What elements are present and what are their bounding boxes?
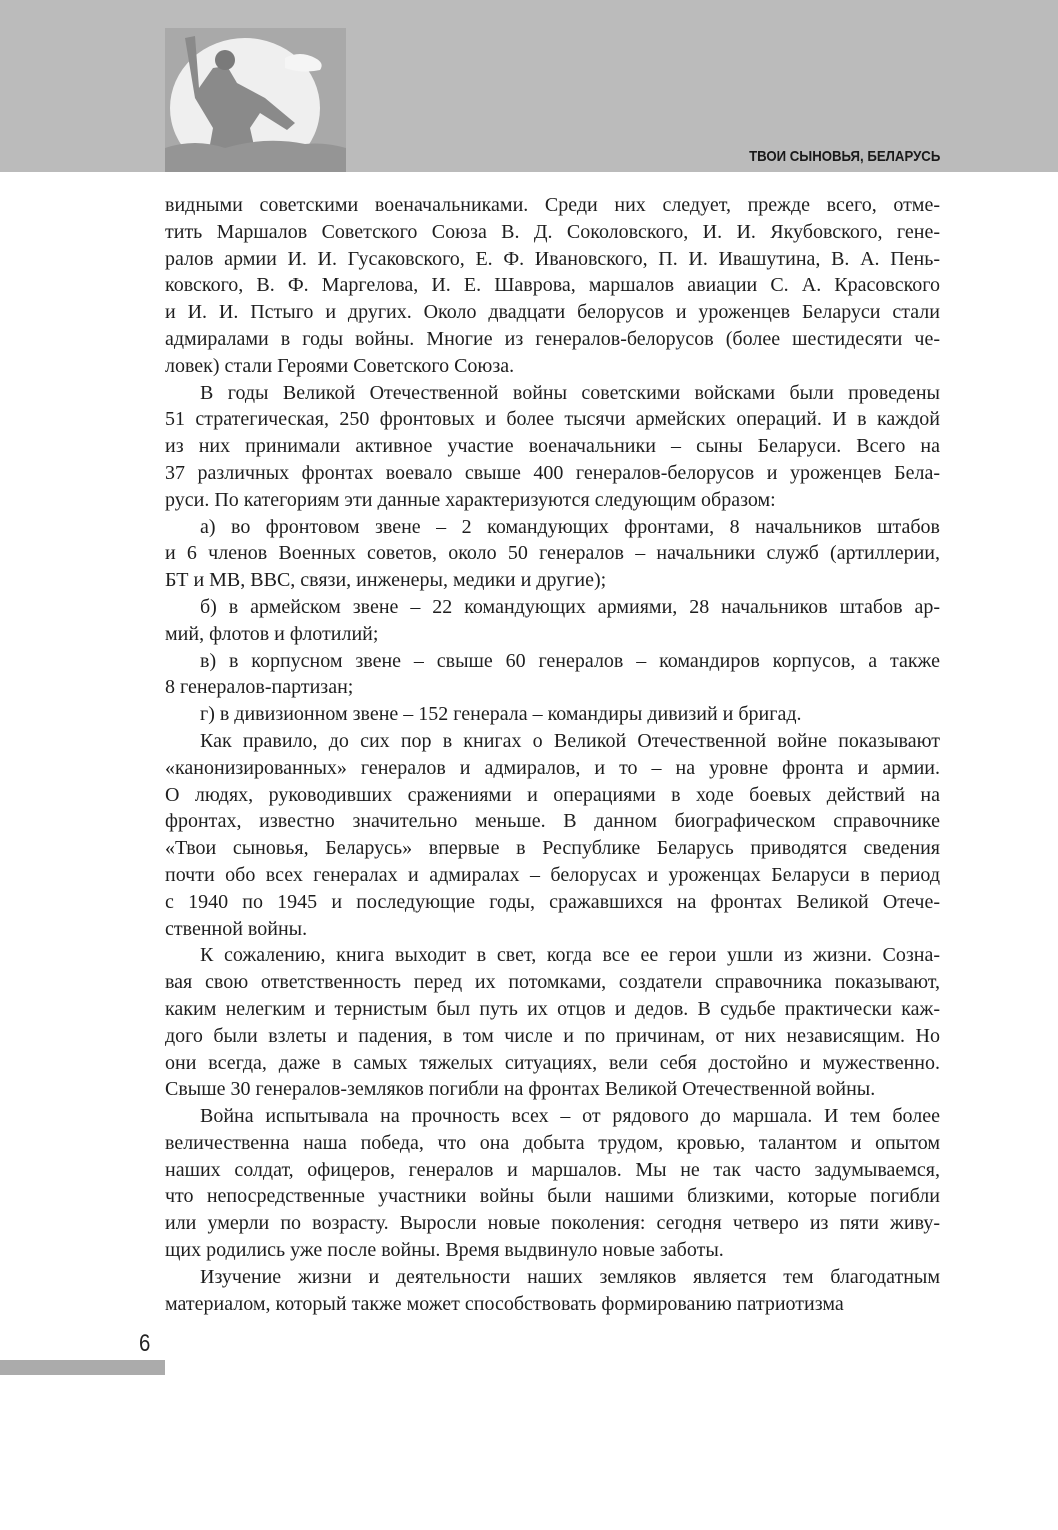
paragraph (165, 701, 940, 728)
text-line: «канонизированных» генералов и адмиралов, и то – на уровне фронта и армии. (165, 756, 940, 779)
page-number-bar (0, 1360, 165, 1375)
page-number: 6 (139, 1330, 151, 1357)
text-line: фронтах, известно значительно меньше. В данном биографическом справочнике (165, 810, 940, 833)
text-line: величественна наша победа, что она добыта трудом, кровью, талантом и опытом (165, 1131, 940, 1154)
text-line: БТ и МВ, ВВС, связи, инженеры, медики и другие); (165, 569, 607, 592)
text-line: К сожалению, книга выходит в свет, когда все ее герои ушли из жизни. Созна- (200, 944, 940, 967)
text-line: тить Маршалов Советского Союза В. Д. Соколовского, И. И. Якубовского, гене- (165, 220, 940, 243)
text-line: или умерли по возрасту. Выросли новые поколения: сегодня четверо из пяти живу- (165, 1212, 940, 1235)
paragraph (165, 942, 940, 1103)
text-line: наших солдат, офицеров, генералов и маршалов. Мы не так часто задумываемся, (165, 1158, 940, 1181)
text-line: видными советскими военачальниками. Среди них следует, прежде всего, отме- (165, 194, 940, 216)
text-line: и И. И. Пстыго и других. Около двадцати белорусов и уроженцев Беларуси стали (165, 301, 940, 324)
text-line: б) в армейском звене – 22 командующих армиями, 28 начальников штабов ар- (200, 595, 940, 618)
paragraph (165, 728, 940, 942)
text-line: мий, флотов и флотилий; (165, 622, 379, 645)
paragraph (165, 1103, 940, 1264)
paragraph (165, 594, 940, 648)
text-line: Изучение жизни и деятельности наших земляков является тем благодатным (200, 1265, 940, 1288)
text-line: почти обо всех генералах и адмиралах – белорусах и уроженцах Беларуси в период (165, 863, 940, 886)
text-line: Как правило, до сих пор в книгах о Великой Отечественной войне показывают (200, 729, 940, 752)
text-line: 51 стратегическая, 250 фронтовых и более тысячи армейских операций. И в каждой (165, 408, 940, 431)
text-line: Свыше 30 генералов-земляков погибли на фронтах Великой Отечественной войны. (165, 1078, 876, 1101)
text-line: 8 генералов-партизан; (165, 676, 354, 699)
text-line: Война испытывала на прочность всех – от рядового до маршала. И тем более (200, 1105, 940, 1128)
text-line: в) в корпусном звене – свыше 60 генералов – командиров корпусов, а также (200, 649, 940, 672)
text-line: а) во фронтовом звене – 2 командующих фронтами, 8 начальников штабов (200, 515, 940, 538)
text-line: с 1940 по 1945 и последующие годы, сражавшихся на фронтах Великой Отече- (165, 890, 940, 913)
text-line: ственной войны. (165, 917, 308, 940)
text-line: г) в дивизионном звене – 152 генерала – командиры дивизий и бригад. (200, 703, 802, 726)
text-line: руси. По категориям эти данные характеризуются следующим образом: (165, 488, 776, 511)
text-line: ловек) стали Героями Советского Союза. (165, 354, 515, 377)
paragraph (165, 380, 940, 514)
text-line: ковского, В. Ф. Маргелова, И. Е. Шаврова, маршалов авиации С. А. Красовского (165, 274, 940, 297)
text-line: из них принимали активное участие военачальники – сыны Беларуси. Всего на (165, 435, 940, 458)
text-line: В годы Великой Отечественной войны советскими войсками были проведены (200, 381, 940, 404)
paragraph (165, 648, 940, 702)
header-illustration-soldier (165, 28, 346, 172)
header-band (0, 0, 1058, 172)
text-line: каким нелегким и тернистым был путь их отцов и дедов. В судьбе практически каж- (165, 997, 940, 1020)
running-title: ТВОИ СЫНОВЬЯ, БЕЛАРУСЬ (748, 148, 940, 165)
text-line: О людях, руководивших сражениями и операциями в ходе боевых действий на (165, 783, 940, 806)
text-line: дого были взлеты и падения, в том числе и по причинам, от них независящим. Но (165, 1024, 940, 1047)
text-line: что непосредственные участники войны были нашими близкими, которые погибли (165, 1185, 940, 1208)
paragraph (165, 192, 940, 380)
paragraph (165, 1264, 940, 1318)
text-line: адмиралами в годы войны. Многие из генералов-белорусов (более шестидесяти че- (165, 327, 940, 350)
text-line: материалом, который также может способствовать формированию патриотизма (165, 1292, 844, 1315)
text-line: 37 различных фронтах воевало свыше 400 генералов-белорусов и уроженцев Бела- (165, 461, 940, 484)
paragraph (165, 514, 940, 594)
body-text (165, 192, 940, 1317)
text-line: щих родились уже после войны. Время выдвинуло новые заботы. (165, 1239, 724, 1262)
text-line: вая свою ответственность перед их потомками, создатели справочника показывают, (165, 971, 940, 994)
text-line: ралов армии И. И. Гусаковского, Е. Ф. Ивановского, П. И. Ивашутина, В. А. Пень- (165, 247, 940, 270)
text-line: они всегда, даже в самых тяжелых ситуациях, вели себя достойно и мужественно. (165, 1051, 940, 1074)
text-line: «Твои сыновья, Беларусь» впервые в Республике Беларусь приводятся сведения (165, 837, 940, 860)
text-line: и 6 членов Военных советов, около 50 генералов – начальники служб (артиллерии, (165, 542, 940, 565)
